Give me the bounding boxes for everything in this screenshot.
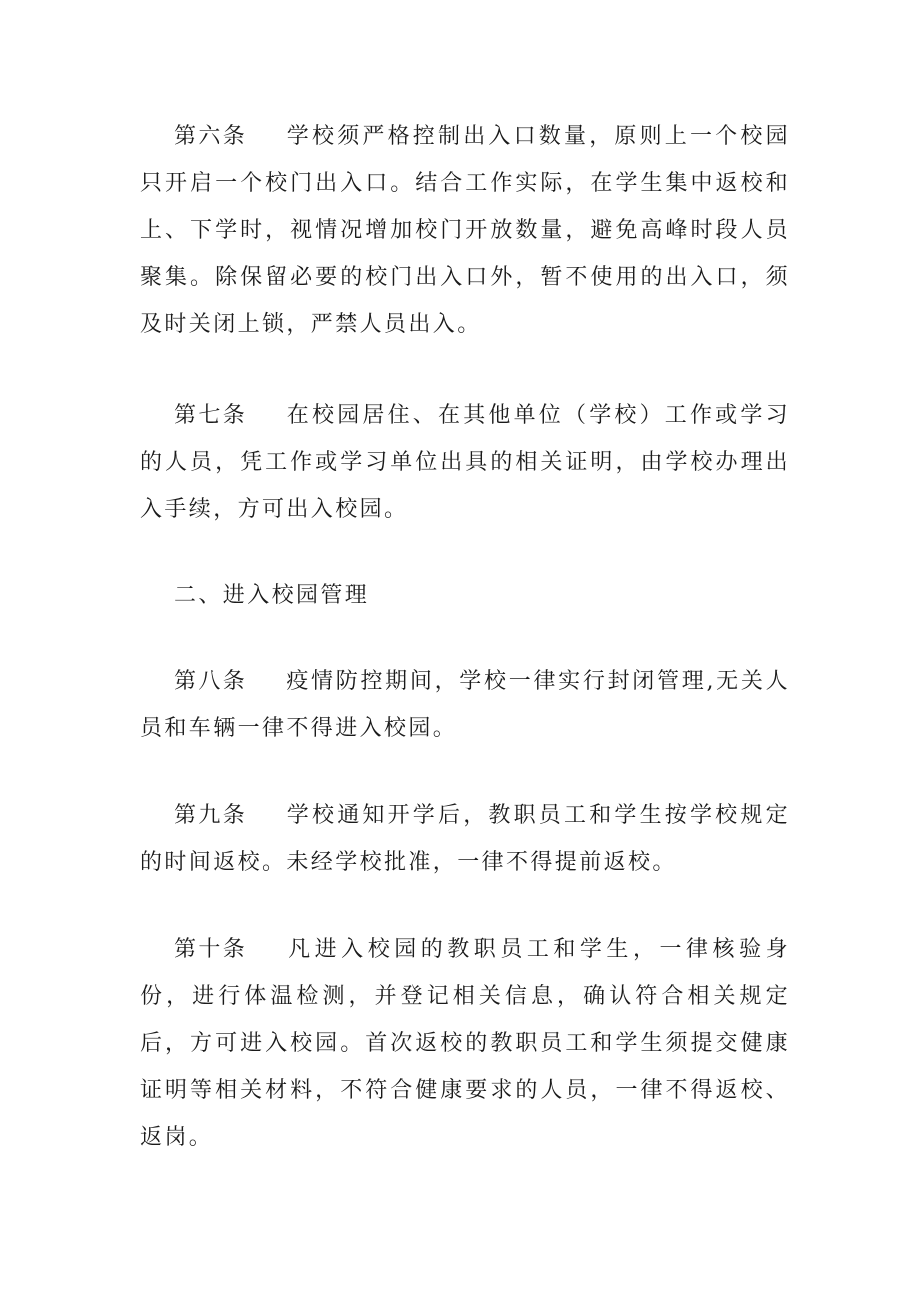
- article-8-number: 第八条: [174, 669, 248, 694]
- article-6: [140, 113, 790, 348]
- article-7-number: 第七条: [174, 403, 248, 428]
- article-7-text: 在校园居住、在其他单位（学校）工作或学习的人员，凭工作或学习单位出具的相关证明，由学校办理出入手续，方可出入校园。: [140, 403, 790, 522]
- article-6-number: 第六条: [174, 124, 248, 149]
- article-8-text: 疫情防控期间，学校一律实行封闭管理,无关人员和车辆一律不得进入校园。: [140, 669, 790, 741]
- article-10-text: 凡进入校园的教职员工和学生，一律核验身份，进行体温检测，并登记相关信息，确认符合相关规定后，方可进入校园。首次返校的教职员工和学生须提交健康证明等相关材料，不符合健康要求的人员，一律不得返校、返岗。: [140, 937, 790, 1150]
- article-8: [140, 658, 790, 752]
- article-9-number: 第九条: [174, 803, 248, 828]
- section-heading: 二、进入校园管理: [174, 583, 370, 608]
- article-10-number: 第十条: [174, 937, 248, 962]
- article-10: [140, 926, 790, 1161]
- article-7: [140, 392, 790, 533]
- article-9-text: 学校通知开学后，教职员工和学生按学校规定的时间返校。未经学校批准，一律不得提前返校。: [140, 803, 790, 875]
- article-9: [140, 792, 790, 886]
- article-6-text: 学校须严格控制出入口数量，原则上一个校园只开启一个校门出入口。结合工作实际，在学生集中返校和上、下学时，视情况增加校门开放数量，避免高峰时段人员聚集。除保留必要的校门出入口外，暂不使用的出入口，须及时关闭上锁，严禁人员出入。: [140, 124, 790, 337]
